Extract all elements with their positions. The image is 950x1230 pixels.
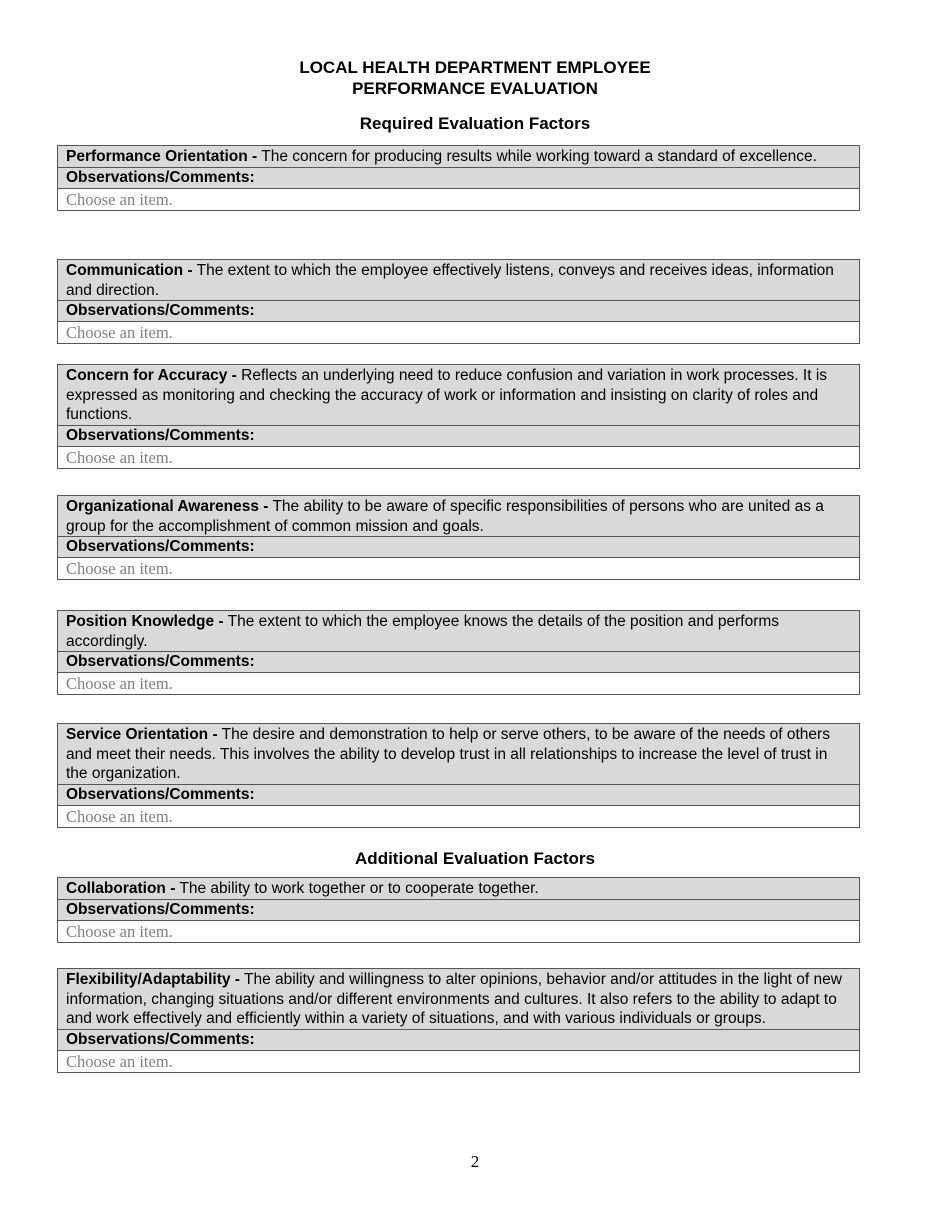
factor-text: The ability to work together or to cooperate together. xyxy=(175,880,539,897)
factor-concern-for-accuracy xyxy=(57,364,860,469)
factor-description xyxy=(58,969,859,1030)
observations-label: Observations/Comments: xyxy=(58,1030,859,1051)
factor-text: The desire and demonstration to help or serve others, to be aware of the needs of others and meet their needs. This involves the ability to develop trust in all relationships to increase the level of trust in the organization. xyxy=(66,726,830,782)
factor-description xyxy=(58,146,859,168)
factor-organizational-awareness xyxy=(57,495,860,580)
document-title-line-1: LOCAL HEALTH DEPARTMENT EMPLOYEE xyxy=(299,58,651,77)
factor-description xyxy=(58,260,859,301)
factor-name: Flexibility/Adaptability - xyxy=(66,971,240,988)
factor-communication xyxy=(57,259,860,344)
factor-name: Performance Orientation - xyxy=(66,148,258,165)
observations-label: Observations/Comments: xyxy=(58,785,859,806)
rating-dropdown[interactable]: Choose an item. xyxy=(58,1051,859,1072)
rating-dropdown[interactable]: Choose an item. xyxy=(58,558,859,579)
observations-label: Observations/Comments: xyxy=(58,900,859,921)
factor-description xyxy=(58,724,859,785)
factor-name: Collaboration - xyxy=(66,880,176,897)
additional-factors-heading: Additional Evaluation Factors xyxy=(355,849,595,868)
factor-name: Service Orientation - xyxy=(66,726,218,743)
factor-description xyxy=(58,611,859,652)
observations-label: Observations/Comments: xyxy=(58,426,859,447)
rating-dropdown[interactable]: Choose an item. xyxy=(58,189,859,210)
factor-flexibility-adaptability xyxy=(57,968,860,1073)
factor-text: Reflects an underlying need to reduce confusion and variation in work processes. It is expressed as monitoring and checking the accuracy of work or information and insisting on clarity of roles and functions. xyxy=(66,367,828,423)
rating-dropdown[interactable]: Choose an item. xyxy=(58,806,859,827)
factor-text: The ability to be aware of specific responsibilities of persons who are united as a group for the accomplishment of common mission and goals. xyxy=(66,498,824,535)
factor-text: The ability and willingness to alter opinions, behavior and/or attitudes in the light of new information, changing situations and/or different environments and cultures. It also refers to the ability to adapt to and work effectively and efficiently within a variety of situations, and with various individuals or groups. xyxy=(66,971,842,1027)
factor-collaboration xyxy=(57,877,860,943)
required-factors-heading: Required Evaluation Factors xyxy=(359,114,591,133)
observations-label: Observations/Comments: xyxy=(58,537,859,558)
observations-label: Observations/Comments: xyxy=(58,652,859,673)
factor-name: Communication - xyxy=(66,262,193,279)
document-title-line-2: PERFORMANCE EVALUATION xyxy=(352,79,598,98)
rating-dropdown[interactable]: Choose an item. xyxy=(58,447,859,468)
rating-dropdown[interactable]: Choose an item. xyxy=(58,921,859,942)
factor-text: The extent to which the employee knows the details of the position and performs accordingly. xyxy=(66,613,780,650)
rating-dropdown[interactable]: Choose an item. xyxy=(58,322,859,343)
factor-service-orientation xyxy=(57,723,860,828)
factor-name: Concern for Accuracy - xyxy=(66,367,237,384)
observations-label: Observations/Comments: xyxy=(58,168,859,189)
factor-position-knowledge xyxy=(57,610,860,695)
factor-description xyxy=(58,878,859,900)
factor-description xyxy=(58,365,859,426)
factor-description xyxy=(58,496,859,537)
factor-name: Organizational Awareness - xyxy=(66,498,269,515)
factor-name: Position Knowledge - xyxy=(66,613,224,630)
observations-label: Observations/Comments: xyxy=(58,301,859,322)
factor-text: The concern for producing results while working toward a standard of excellence. xyxy=(257,148,817,165)
page-number: 2 xyxy=(470,1152,480,1171)
factor-performance-orientation xyxy=(57,145,860,211)
factor-text: The extent to which the employee effectively listens, conveys and receives ideas, information and direction. xyxy=(66,262,834,299)
rating-dropdown[interactable]: Choose an item. xyxy=(58,673,859,694)
